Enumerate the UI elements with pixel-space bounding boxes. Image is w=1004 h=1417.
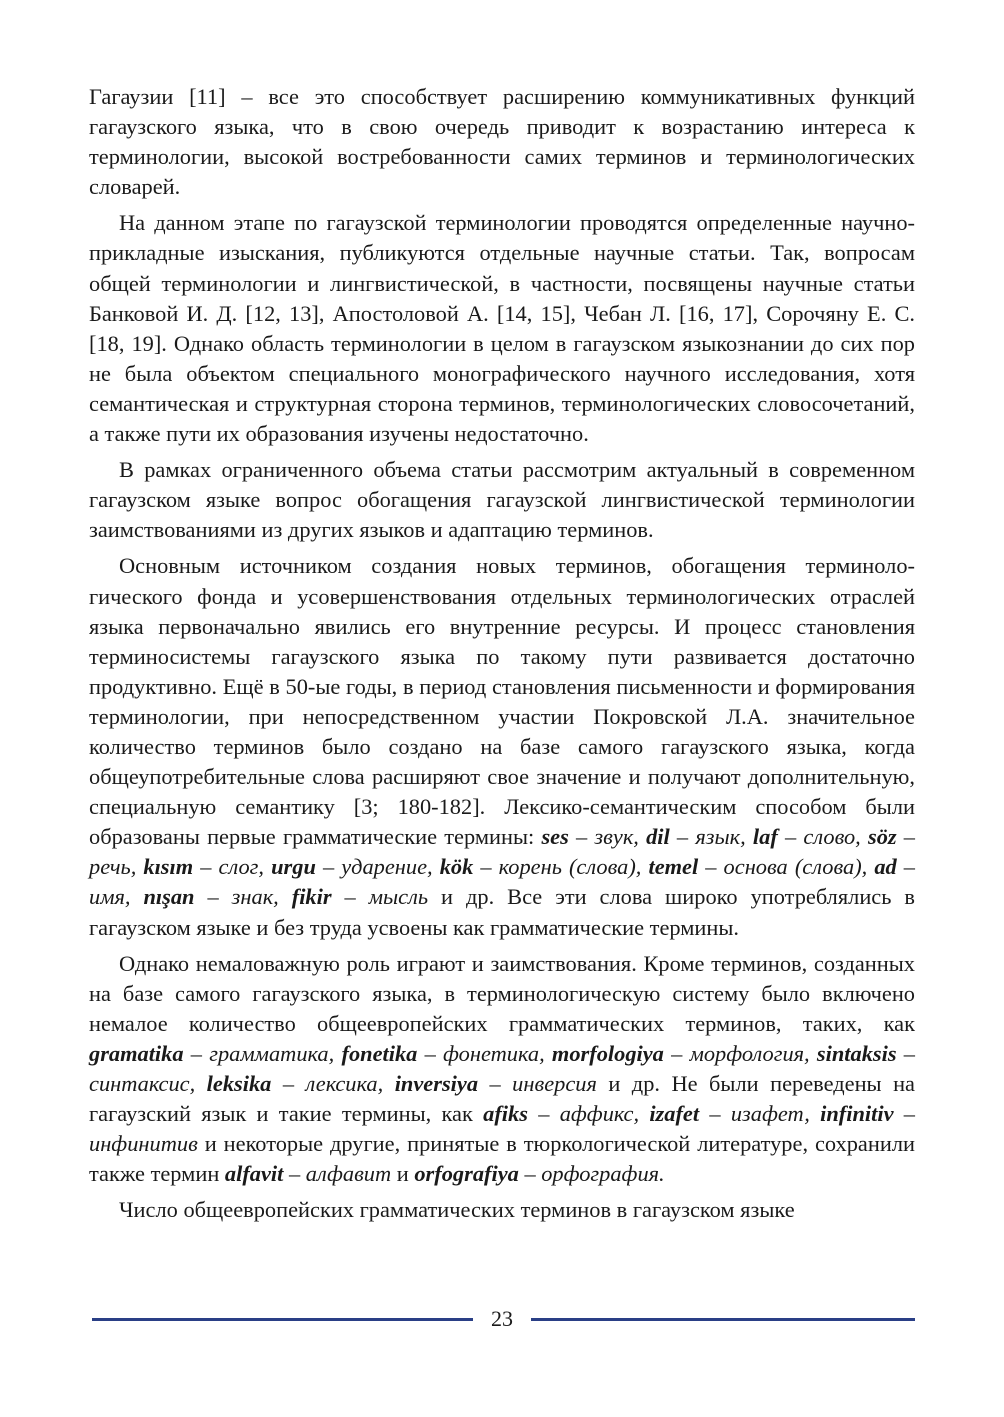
paragraph-4 — [89, 551, 915, 942]
term-gagauz: infinitiv — [820, 1101, 894, 1127]
term-translation: – лексика, — [271, 1071, 395, 1096]
term-gagauz: urgu — [271, 854, 316, 880]
term-translation: – слог, — [193, 854, 272, 880]
term-translation: – орфография. — [518, 1161, 665, 1187]
term-gagauz: gramatika — [89, 1040, 184, 1066]
term-gagauz: nışan — [143, 884, 195, 910]
page-number: 23 — [491, 1306, 513, 1331]
term-gagauz: dil — [646, 824, 670, 850]
term-translation: – инфинитив — [89, 1101, 915, 1157]
term-translation: – звук, — [568, 824, 647, 850]
paragraph-6 — [89, 1195, 915, 1225]
term-translation: – мысль — [331, 884, 429, 910]
term-translation: – основа (слова), — [698, 854, 875, 880]
text-run: Основным источником создания новых терминов, обогащения терминологического фонда и усовершенствования отдельных терминологических отраслей языка первоначально явились его внутренние ресурсы. И процесс становления терминосистемы гагаузского языка по такому пути развивается достаточно продуктивно. Ещё в 50-ые годы, в период становления письменности и формирования терминологии, при непосредственном участии Покровской Л.А. значительное количество терминов было создано на базе самого гагаузского языка, когда общеупотребительные слова расширяют свое значение и получают дополнительную, специальную семантику [3; 180-182]. Лексико-семантическим способом были образованы первые грамматические термины: — [89, 553, 915, 850]
term-translation: – ударение, — [315, 854, 440, 880]
term-translation: – корень (слова), — [473, 854, 649, 880]
text-run: и др. Не были переведены на гагаузский язык и такие термины, как — [89, 1071, 915, 1127]
text-run: и др. Все эти слова широко употреблялись в гагаузском языке и без труда усвоены как грамматические термины. — [89, 884, 915, 940]
term-translation: – изафет, — [699, 1101, 821, 1127]
term-gagauz: fikir — [291, 884, 332, 910]
term-gagauz: söz — [867, 824, 897, 850]
term-translation: – язык, — [669, 824, 753, 850]
footer-rule-left — [92, 1318, 473, 1321]
text-run: и некоторые другие, принятые в тюркологической литературе, сохранили также термин — [89, 1131, 915, 1187]
term-gagauz: alfavit — [224, 1161, 284, 1187]
text-run: Однако немаловажную роль играют и заимствования. Кроме терминов, созданных на базе самого гагаузского языка, в терминологическую систему было включено немалое количество общеевропейских грамматических терминов, таких, как — [89, 950, 915, 1036]
term-gagauz: afiks — [483, 1101, 528, 1127]
term-translation: – аффикс, — [527, 1101, 650, 1127]
term-translation: – алфавит — [283, 1161, 392, 1187]
term-gagauz: izafet — [649, 1101, 700, 1127]
term-gagauz: fonetika — [341, 1040, 418, 1066]
term-gagauz: inversiya — [394, 1071, 479, 1096]
paragraph-3 — [89, 455, 915, 545]
footer-rule-right — [531, 1318, 915, 1321]
term-translation: – имя, — [89, 854, 916, 910]
text-run: Гагаузии [11] – все это способствует расширению коммуникативных функций гагаузского языка, что в свою очередь приводит к возрастанию интереса к терминологии, высокой востребованности самих терминов и терминологических словарей. — [89, 84, 915, 200]
term-gagauz: ses — [541, 824, 569, 850]
paragraph-2 — [89, 208, 915, 449]
text-run: В рамках ограниченного объема статьи рассмотрим актуальный в современном гагаузском языке вопрос обогащения гагаузской лингвистической терминологии заимствованиями из других языков и адаптацию терминов. — [89, 457, 915, 543]
term-translation: – знак, — [194, 884, 292, 910]
term-translation: – синтаксис, — [89, 1040, 916, 1096]
term-gagauz: ad — [874, 854, 897, 880]
term-translation: – грамматика, — [183, 1040, 342, 1066]
term-gagauz: kök — [439, 854, 474, 880]
term-gagauz: leksika — [206, 1071, 272, 1096]
term-translation: – речь, — [89, 824, 916, 880]
term-gagauz: sintaksis — [816, 1040, 897, 1066]
term-gagauz: orfografiya — [414, 1161, 519, 1187]
term-translation: – фонетика, — [417, 1040, 552, 1066]
term-translation: – слово, — [777, 824, 868, 850]
text-run: На данном этапе по гагаузской терминологии проводятся определенные научно-прикладные изыскания, публикуются отдельные научные статьи. Так, вопросам общей терминологии и лингвистической, в частности, посвящены научные статьи Банковой И. Д. [12, 13], Апостоловой А. [14, 15], Чебан Л. [16, 17], Сорочяну Е. С. [18, 19]. Однако область терминологии в целом в гагаузском языкознании до сих пор не была объектом специального монографического научного исследования, хотя семантическая и структурная сторона терминов, терминологических словосочетаний, а также пути их образования изучены недостаточно. — [89, 210, 915, 447]
term-gagauz: morfologiya — [551, 1040, 664, 1066]
body-text — [89, 82, 915, 1231]
paragraph-1 — [89, 82, 915, 202]
term-translation: – инверсия — [478, 1071, 597, 1096]
term-gagauz: laf — [752, 824, 778, 850]
text-run: Число общеевропейских грамматических терминов в гагаузском языке — [119, 1197, 795, 1223]
term-translation: – морфология, — [663, 1040, 817, 1066]
term-gagauz: kısım — [143, 854, 194, 880]
paragraph-5 — [89, 949, 915, 1190]
term-gagauz: temel — [648, 854, 699, 880]
text-run: и — [391, 1161, 415, 1187]
